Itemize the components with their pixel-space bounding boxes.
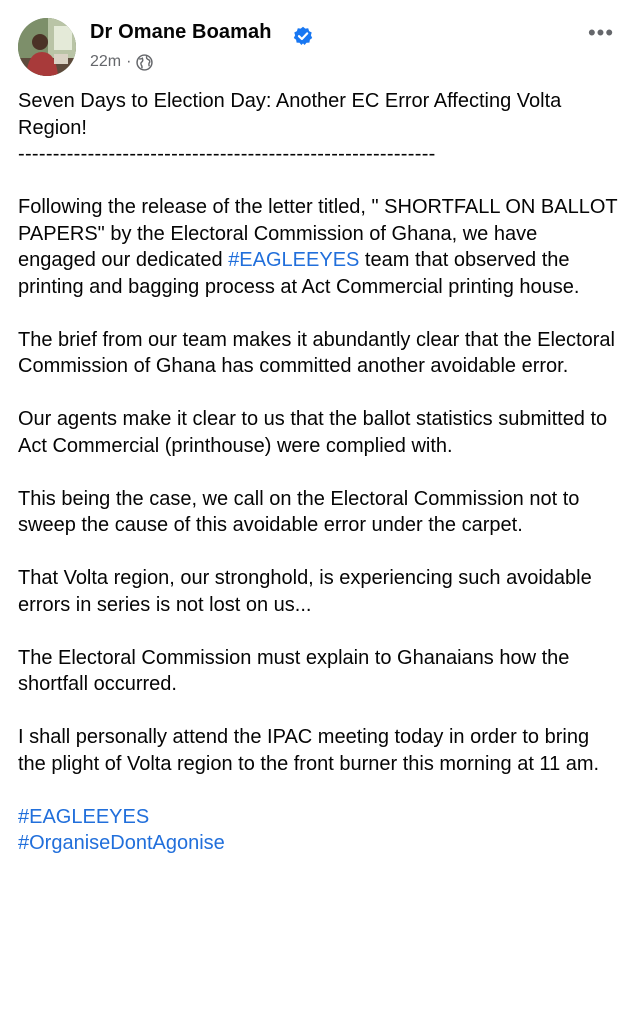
author-avatar[interactable] (18, 18, 76, 76)
post-paragraph-5: That Volta region, our stronghold, is experiencing such avoidable errors in series is not lost on us... (18, 567, 592, 616)
globe-icon (136, 54, 153, 71)
author-name[interactable]: Dr Omane Boamah (90, 21, 272, 43)
hashtag-link-eagleeyes[interactable]: #EAGLEEYES (18, 805, 150, 828)
meta-separator: · (126, 53, 132, 70)
paragraph-1-text-a: Following the release of the letter titled, " SHORTFALL ON BALLOT PAPERS" by the Electoral Commission of Ghana, we have engaged our dedicated (18, 196, 618, 271)
hashtag-line-2 (18, 830, 618, 857)
post-paragraph-6: The Electoral Commission must explain to Ghanaians how the shortfall occurred. (18, 646, 570, 695)
post-header (0, 0, 635, 88)
post-paragraph-3: Our agents make it clear to us that the ballot statistics submitted to Act Commercial (printhouse) were complied with. (18, 408, 608, 457)
post-title-line: Seven Days to Election Day: Another EC Error Affecting Volta Region! (18, 90, 562, 139)
more-options-button[interactable]: ••• (587, 20, 615, 45)
post-paragraph-2: The brief from our team makes it abundantly clear that the Electoral Commission of Ghana has committed another avoidable error. (18, 328, 615, 377)
post-divider-line: ------------------------------------------------------------ (18, 143, 436, 165)
hashtag-line-1 (18, 804, 618, 831)
post-paragraph-7: I shall personally attend the IPAC meeting today in order to bring the plight of Volta region to the front burner this morning at 11 am. (18, 726, 600, 775)
post-paragraph-1 (18, 194, 618, 300)
post-timestamp[interactable]: 22m (90, 53, 122, 70)
paragraph-1-text-b: team that observed the printing and bagging process at Act Commercial printing house. (18, 249, 580, 298)
verified-badge-icon (293, 26, 313, 46)
post-meta (90, 53, 153, 71)
hashtag-link-organise[interactable]: #OrganiseDontAgonise (18, 832, 225, 854)
post-paragraph-4: This being the case, we call on the Electoral Commission not to sweep the cause of this avoidable error under the carpet. (18, 487, 580, 536)
hashtag-link-eagleeyes-inline[interactable]: #EAGLEEYES (228, 249, 360, 271)
avatar-photo (18, 18, 76, 76)
post-body (18, 88, 618, 857)
